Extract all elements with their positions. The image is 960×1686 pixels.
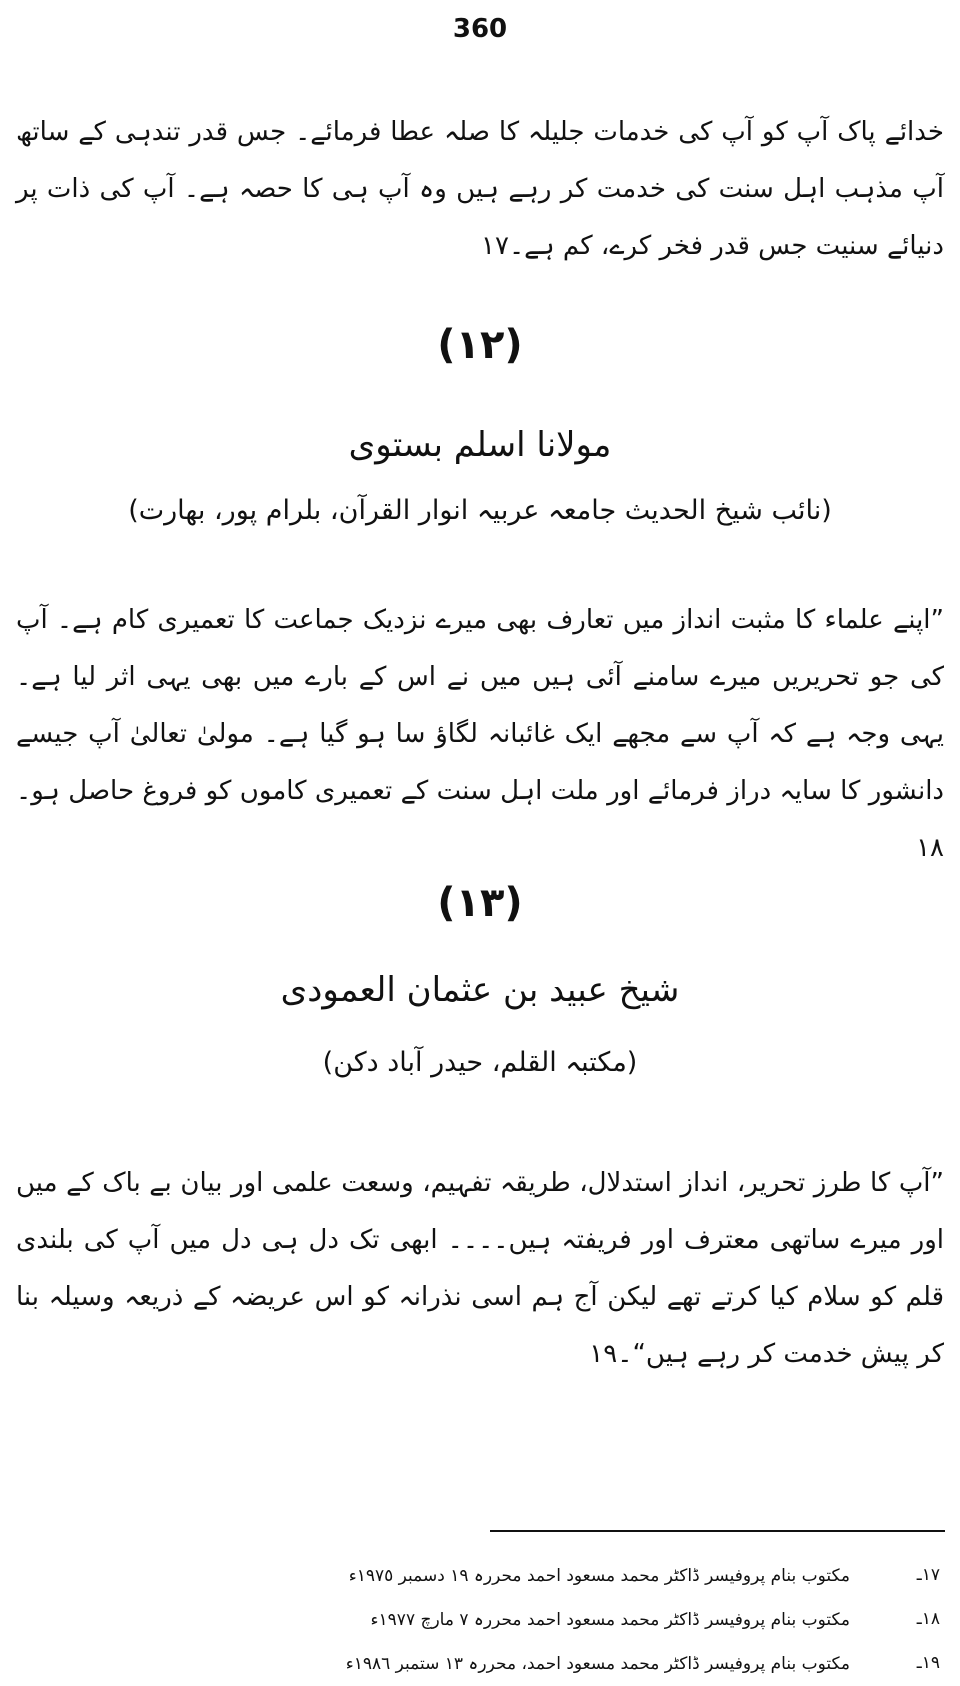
- section-13-affiliation: (مکتبہ القلم، حیدر آباد دکن): [322, 1047, 638, 1078]
- page-number: 360: [452, 14, 508, 44]
- footnote-divider: [490, 1530, 945, 1532]
- section-12-number: (١٢): [437, 322, 523, 368]
- footnote-number: ١٩ـ: [916, 1653, 940, 1673]
- footnote-text: مکتوب بنام پروفیسر ڈاکٹر محمد مسعود احمد، محررہ ١٣ ستمبر ١٩٨٦ء: [345, 1653, 850, 1674]
- section-13-quote: ”آپ کا طرز تحریر، انداز استدلال، طریقہ تفہیم، وسعت علمی اور بیان بے باک کے میں اور میرے ساتھی معترف اور فریفتہ ہیں۔۔۔۔ ابھی تک دل ہی دل میں آپ کی بلندی قلم کو سلام کیا کرتے تھے لیکن آج ہم اسی نذرانہ کو اس عریضہ کے ذریعہ وسیلہ بنا کر پیش خدمت کر رہے ہیں“۔١٩: [16, 1168, 944, 1369]
- footnote-number: ١٧ـ: [916, 1565, 940, 1585]
- footnote-18: [340, 1597, 940, 1641]
- section-12-title: مولانا اسلم بستوی: [348, 425, 612, 465]
- section-13-title: شیخ عبید بن عثمان العمودی: [280, 970, 680, 1010]
- opening-paragraph: خدائے پاک آپ کو آپ کی خدمات جلیلہ کا صلہ عطا فرمائے۔ جس قدر تندہی کے ساتھ آپ مذہب اہل سنت کی خدمت کر رہے ہیں وہ آپ ہی کا حصہ ہے۔ آپ کی ذات پر دنیائے سنیت جس قدر فخر کرے، کم ہے۔١٧: [16, 117, 944, 261]
- footnote-17: [340, 1553, 940, 1597]
- section-12-quote: ”اپنے علماء کا مثبت انداز میں تعارف بھی میرے نزدیک جماعت کا تعمیری کام ہے۔ آپ کی جو تحریریں میرے سامنے آئی ہیں میں نے اس کے بارے میں بھی یہی اثر لیا ہے۔ یہی وجہ ہے کہ آپ سے مجھے ایک غائبانہ لگاؤ سا ہو گیا ہے۔ مولیٰ تعالیٰ آپ جیسے دانشور کا سایہ دراز فرمائے اور ملت اہل سنت کے تعمیری کاموں کو فروغ حاصل ہو۔١٨: [16, 605, 944, 863]
- footnote-number: ١٨ـ: [916, 1609, 940, 1629]
- footnote-19: [340, 1641, 940, 1685]
- footnote-text: مکتوب بنام پروفیسر ڈاکٹر محمد مسعود احمد محررہ ٧ مارچ ١٩٧٧ء: [370, 1609, 850, 1630]
- footnotes: [340, 1553, 940, 1685]
- section-13-number: (١٣): [437, 880, 523, 926]
- footnote-text: مکتوب بنام پروفیسر ڈاکٹر محمد مسعود احمد محررہ ١٩ دسمبر ١٩٧٥ء: [348, 1565, 850, 1586]
- section-12-affiliation: (نائب شیخ الحدیث جامعہ عربیہ انوار القرآن، بلرام پور، بھارت): [128, 495, 832, 526]
